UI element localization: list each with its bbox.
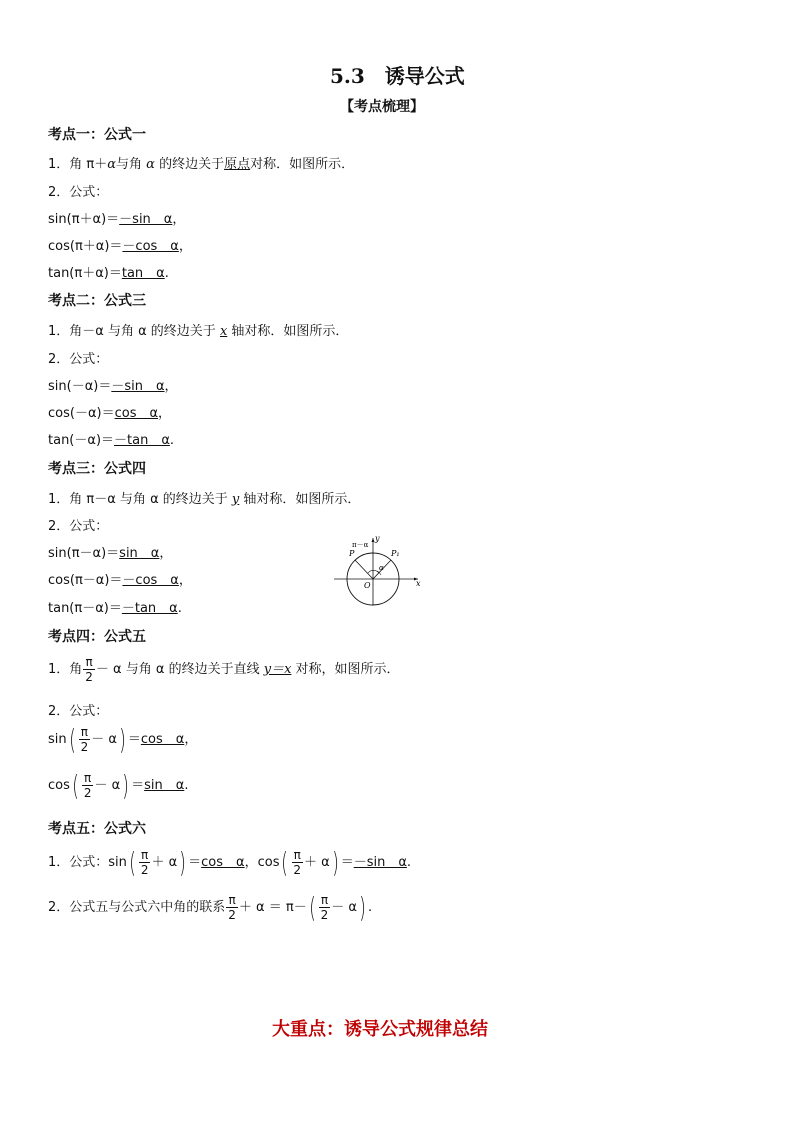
- label-p: P: [349, 549, 355, 558]
- section-header-4: 考点四：公式五: [48, 629, 146, 645]
- s1-formula-cos: cos(π＋α)＝－cos α，: [48, 239, 192, 254]
- s3-line-2: 2．公式：: [48, 519, 109, 534]
- s2-line-1: 1．角－α 与角 α 的终边关于 x 轴对称．如图所示．: [48, 324, 349, 339]
- s2-formula-sin: sin(－α)＝－sin α，: [48, 379, 178, 394]
- label-x: x: [416, 579, 421, 588]
- label-alpha: α: [379, 564, 384, 572]
- label-y: y: [375, 534, 380, 543]
- section-header-1: 考点一：公式一: [48, 127, 146, 143]
- fraction-pi-over-2: $\frac{\pi}{2}$: [85, 655, 93, 684]
- section-header-3: 考点三：公式四: [48, 461, 146, 477]
- page-title: 5.3 诱导公式: [330, 64, 465, 88]
- subtitle: 【考点梳理】: [340, 99, 424, 115]
- terminal-side-p: [355, 560, 373, 579]
- label-p1: P₁: [391, 549, 400, 558]
- s2-line-2: 2．公式：: [48, 352, 109, 367]
- s3-formula-cos: cos(π－α)＝－cos α，: [48, 573, 192, 588]
- s4-line-2: 2．公式：: [48, 704, 109, 719]
- s4-line-1: 1．角 $\frac{\pi}{2}$ － α 与角 α 的终边关于直线 y＝x 对称，如图所示．: [48, 655, 400, 684]
- label-origin: O: [364, 581, 371, 590]
- s3-formula-sin: sin(π－α)＝sin α，: [48, 546, 173, 561]
- s4-formula-cos: cos( $\frac{\pi}{2}$ － α) ＝sin α.: [48, 768, 189, 802]
- answer-origin: 原点: [224, 157, 251, 172]
- label-pi-minus-alpha: π－α: [352, 541, 369, 549]
- s1-formula-tan: tan(π＋α)＝tan α.: [48, 266, 169, 281]
- section-header-5: 考点五：公式六: [48, 821, 146, 837]
- s2-formula-cos: cos(－α)＝cos α，: [48, 406, 172, 421]
- angle-arc-pi-minus-alpha: [368, 570, 379, 573]
- s1-line-1: 1．角 π＋α与角 α 的终边关于原点对称．如图所示．: [48, 157, 355, 172]
- s3-formula-tan: tan(π－α)＝－tan α.: [48, 601, 182, 616]
- unit-circle-figure: [330, 533, 425, 608]
- key-point-heading: 大重点：诱导公式规律总结: [272, 1019, 488, 1040]
- s4-formula-sin: sin( $\frac{\pi}{2}$ － α) ＝cos α，: [48, 722, 198, 756]
- section-header-2: 考点二：公式三: [48, 293, 146, 309]
- s5-line-1: 1．公式：sin( $\frac{\pi}{2}$ ＋ α) ＝cos α，cos( $\frac{\pi}{2}$ ＋ α) ＝－sin α.: [48, 845, 412, 879]
- s3-line-1: 1．角 π－α 与角 α 的终边关于 y 轴对称．如图所示．: [48, 492, 361, 507]
- s5-line-2: 2．公式五与公式六中角的联系 $\frac{\pi}{2}$ ＋ α ＝ π－( $\frac{\pi}{2}$ － α) .: [48, 890, 373, 924]
- s2-formula-tan: tan(－α)＝－tan α.: [48, 433, 175, 448]
- s1-line-2: 2．公式：: [48, 185, 109, 200]
- s1-formula-sin: sin(π＋α)＝－sin α，: [48, 212, 186, 227]
